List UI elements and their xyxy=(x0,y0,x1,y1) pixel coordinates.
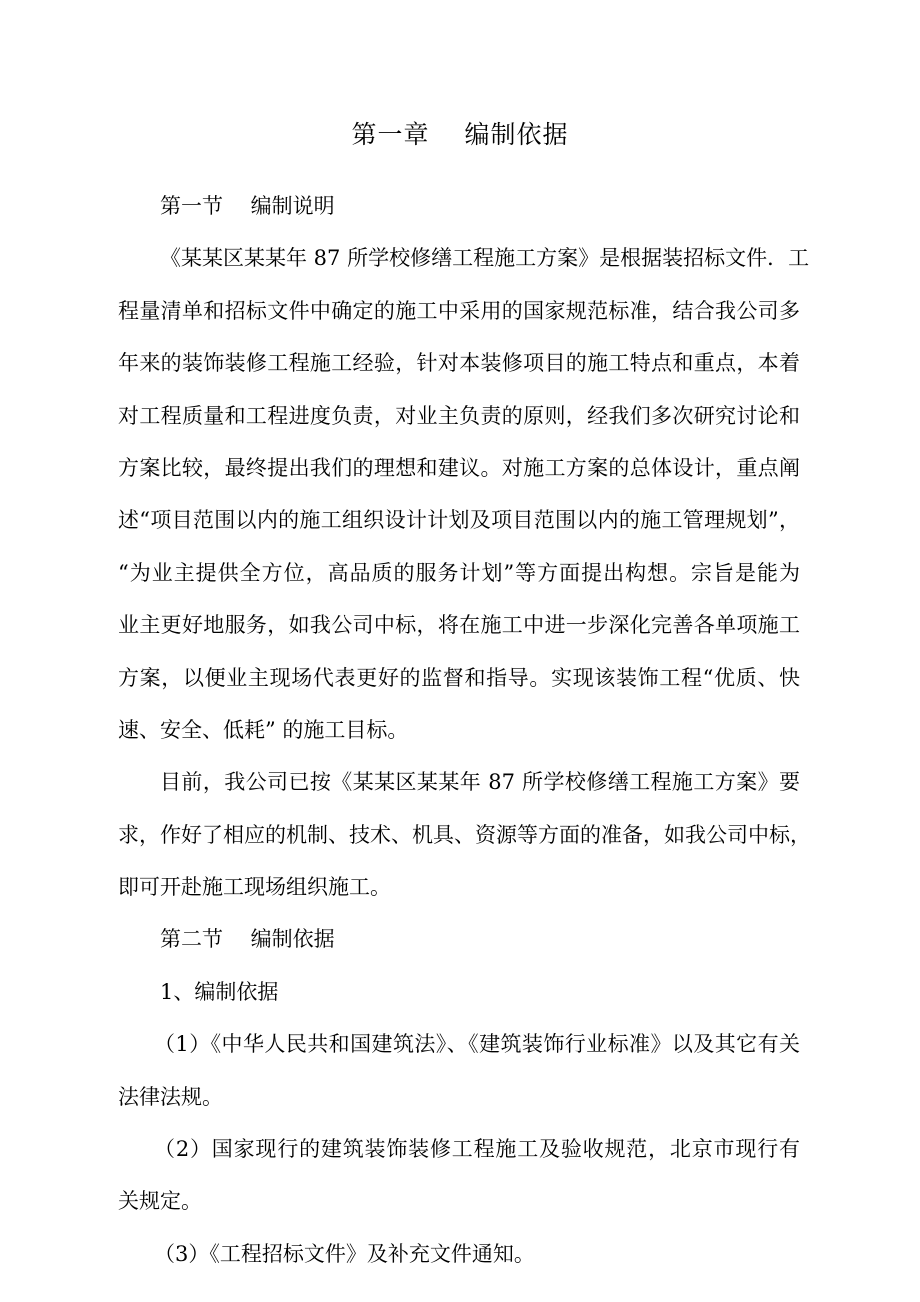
paragraph-line: 求，作好了相应的机制、技术、机具、资源等方面的准备，如我公司中标， xyxy=(118,822,811,847)
list-item-line: 关规定。 xyxy=(118,1189,202,1214)
list-item-line: （2）国家现行的建筑装饰装修工程施工及验收规范，北京市现行有 xyxy=(154,1137,800,1162)
basis-item-1 xyxy=(118,1018,800,1123)
list-item-line: 法律法规。 xyxy=(118,1084,223,1109)
section-heading-1: 第一节 编制说明 xyxy=(160,194,335,218)
paragraph-line: 速、安全、低耗” 的施工目标。 xyxy=(118,717,409,742)
chapter-title: 第一章 编制依据 xyxy=(351,120,569,149)
paragraph-line: 方案，以便业主现场代表更好的监督和指导。实现该装饰工程“优质、快 xyxy=(118,665,800,690)
paragraph-line: 目前，我公司已按《某某区某某年 87 所学校修缮工程施工方案》要 xyxy=(160,770,800,795)
paragraph-line: 方案比较，最终提出我们的理想和建议。对施工方案的总体设计，重点阐 xyxy=(118,455,800,480)
basis-item-3 xyxy=(118,1228,800,1280)
paragraph-preparation xyxy=(118,756,811,913)
basis-item-2 xyxy=(118,1123,800,1228)
paragraph-line: “为业主提供全方位，高品质的服务计划”等方面提出构想。宗旨是能为 xyxy=(118,560,800,585)
paragraph-line: 年来的装饰装修工程施工经验，针对本装修项目的施工特点和重点，本着 xyxy=(118,351,800,376)
paragraph-line: 对工程质量和工程进度负责，对业主负责的原则，经我们多次研究讨论和 xyxy=(118,403,800,428)
subsection-heading: 1、编制依据 xyxy=(160,979,279,1004)
list-item-line: （1）《中华人民共和国建筑法》、《建筑装饰行业标准》以及其它有关 xyxy=(154,1032,800,1057)
paragraph-line: 程量清单和招标文件中确定的施工中采用的国家规范标准，结合我公司多 xyxy=(118,298,800,323)
paragraph-line: 即可开赴施工现场组织施工。 xyxy=(118,875,391,900)
paragraph-compilation-description xyxy=(118,232,810,756)
document-body xyxy=(118,180,811,1280)
paragraph-line: 述“项目范围以内的施工组织设计计划及项目范围以内的施工管理规划”， xyxy=(118,508,800,533)
list-item-line: （3）《工程招标文件》及补充文件通知。 xyxy=(154,1241,535,1266)
paragraph-line: 业主更好地服务，如我公司中标，将在施工中进一步深化完善各单项施工 xyxy=(118,613,800,638)
paragraph-line: 《某某区某某年 87 所学校修缮工程施工方案》是根据装招标文件．工 xyxy=(160,246,810,271)
section-heading-2: 第二节 编制依据 xyxy=(160,927,335,952)
